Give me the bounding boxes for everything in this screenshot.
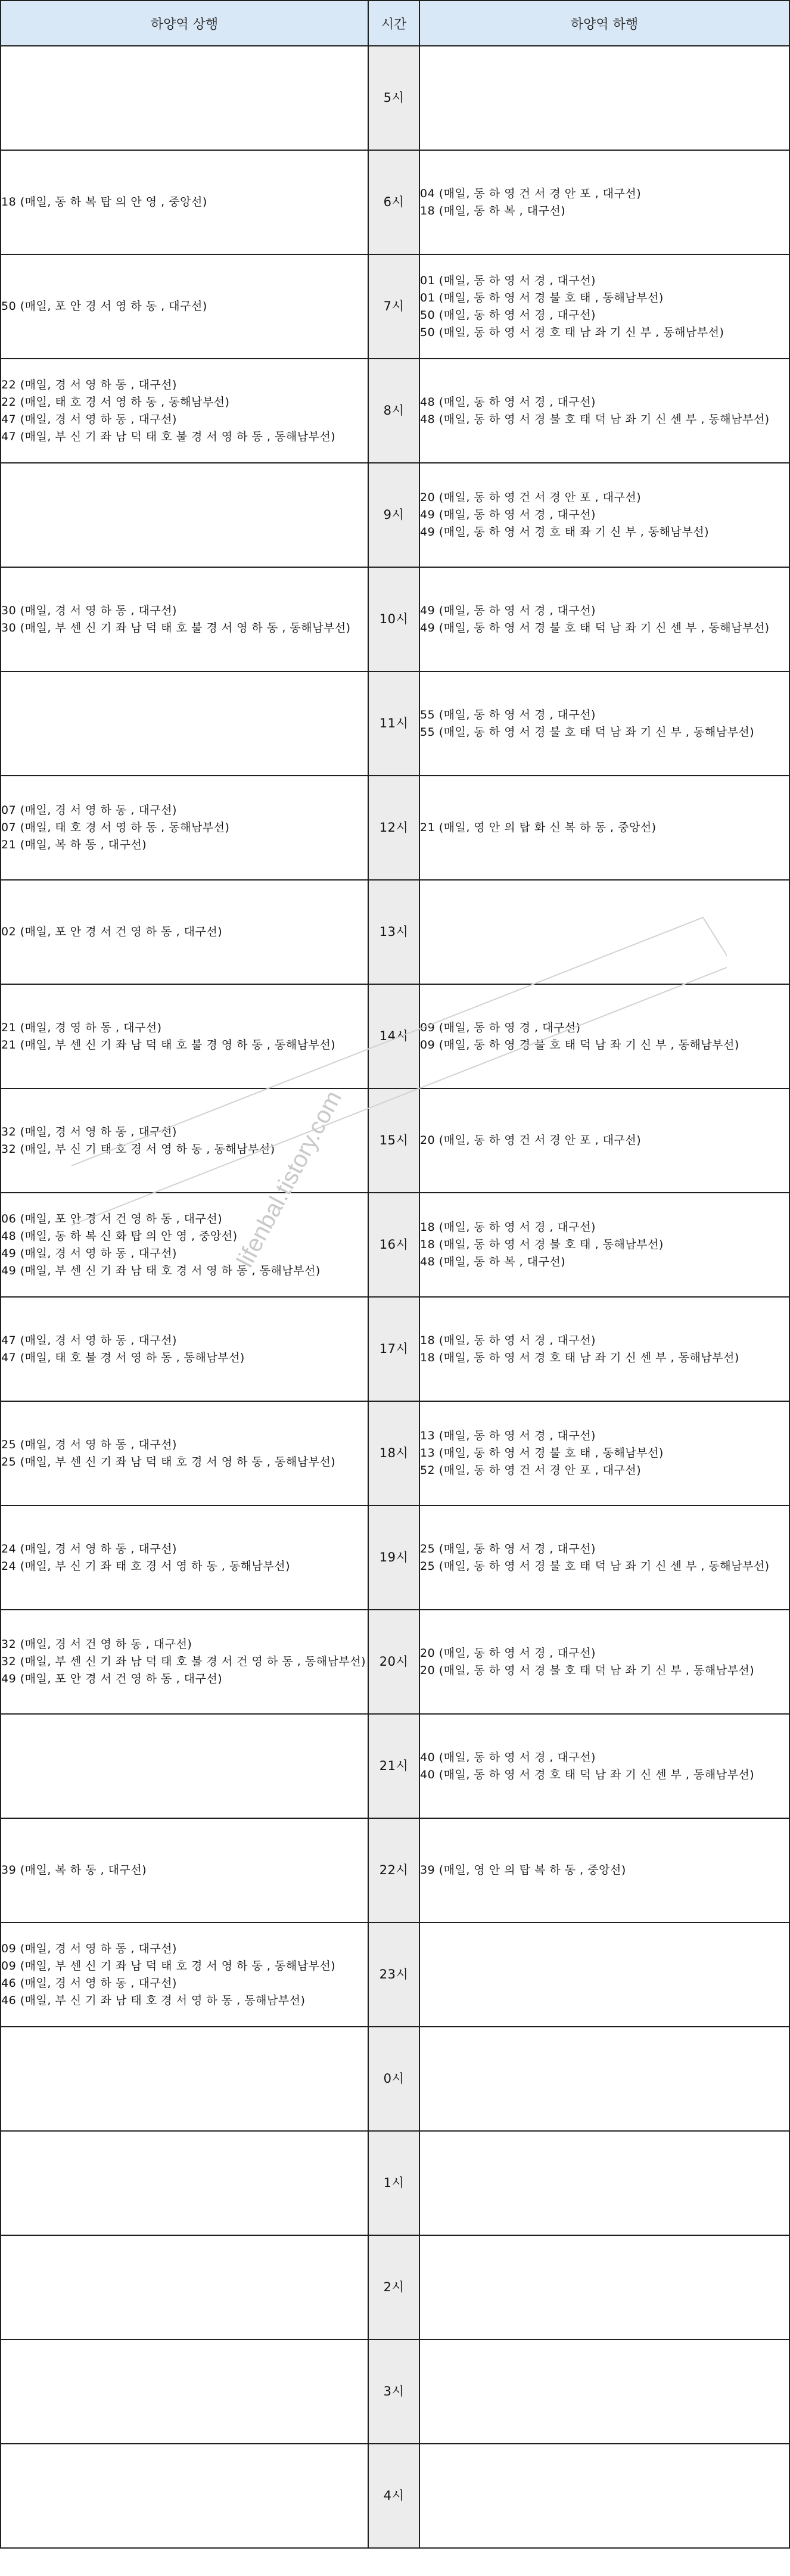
hour-cell: 20시 <box>368 1610 419 1714</box>
timetable-row <box>1 2131 789 2235</box>
timetable-row <box>1 254 789 359</box>
train-entry: 20 (매일, 동 하 영 건 서 경 안 포 , 대구선) <box>420 1134 642 1147</box>
upward-cell <box>1 1714 368 1818</box>
downward-cell <box>419 2235 789 2339</box>
train-entry: 32 (매일, 부 신 기 태 호 경 서 영 하 동 , 동해남부선) <box>1 1142 275 1156</box>
downward-cell <box>419 1297 789 1401</box>
watermark-text: lifenbal.tistory.com <box>232 1086 347 1272</box>
train-entry: 39 (매일, 영 안 의 탑 복 하 동 , 중앙선) <box>420 1863 626 1877</box>
train-entry: 46 (매일, 경 서 영 하 동 , 대구선) <box>1 1976 177 1990</box>
train-entry: 32 (매일, 경 서 건 영 하 동 , 대구선) <box>1 1638 192 1651</box>
train-entry: 49 (매일, 포 안 경 서 건 영 하 동 , 대구선) <box>1 1672 223 1685</box>
train-entry: 40 (매일, 동 하 영 서 경 , 대구선) <box>420 1750 596 1764</box>
downward-cell <box>419 46 789 150</box>
train-entry: 50 (매일, 동 하 영 서 경 , 대구선) <box>420 308 596 322</box>
train-entry: 20 (매일, 동 하 영 서 경 불 호 태 덕 남 좌 기 신 부 , 동해남부선) <box>420 1663 755 1677</box>
train-entry: 47 (매일, 경 서 영 하 동 , 대구선) <box>1 412 177 426</box>
train-entry: 47 (매일, 부 신 기 좌 남 덕 태 호 불 경 서 영 하 동 , 동해남부선) <box>1 430 336 443</box>
downward-cell <box>419 567 789 671</box>
upward-cell <box>1 2235 368 2339</box>
train-entry: 25 (매일, 동 하 영 서 경 불 호 태 덕 남 좌 기 신 센 부 , 동해남부선) <box>420 1559 770 1573</box>
train-entry: 24 (매일, 경 서 영 하 동 , 대구선) <box>1 1542 177 1555</box>
downward-cell <box>419 359 789 463</box>
timetable-row <box>1 1714 789 1818</box>
upward-cell <box>1 359 368 463</box>
downward-cell <box>419 2131 789 2235</box>
downward-cell <box>419 1818 789 1922</box>
hour-cell: 5시 <box>368 46 419 150</box>
upward-cell <box>1 1193 368 1297</box>
upward-cell <box>1 776 368 880</box>
train-entry: 20 (매일, 동 하 영 건 서 경 안 포 , 대구선) <box>420 491 642 504</box>
downward-cell <box>419 463 789 567</box>
downward-cell <box>419 254 789 359</box>
downward-cell <box>419 1401 789 1505</box>
downward-cell <box>419 1505 789 1610</box>
train-entry: 47 (매일, 태 호 불 경 서 영 하 동 , 동해남부선) <box>1 1351 245 1364</box>
downward-cell <box>419 1922 789 2027</box>
train-entry: 04 (매일, 동 하 영 건 서 경 안 포 , 대구선) <box>420 186 642 200</box>
hour-cell: 17시 <box>368 1297 419 1401</box>
hour-cell: 0시 <box>368 2027 419 2131</box>
train-entry: 07 (매일, 경 서 영 하 동 , 대구선) <box>1 804 177 817</box>
train-entry: 18 (매일, 동 하 영 서 경 , 대구선) <box>420 1221 596 1234</box>
train-entry: 48 (매일, 동 하 영 서 경 , 대구선) <box>420 395 596 409</box>
train-entry: 48 (매일, 동 하 복 신 화 탑 의 안 영 , 중앙선) <box>1 1229 238 1243</box>
timetable-row <box>1 2235 789 2339</box>
upward-cell <box>1 2131 368 2235</box>
train-entry: 25 (매일, 동 하 영 서 경 , 대구선) <box>420 1542 596 1555</box>
upward-cell <box>1 1401 368 1505</box>
train-entry: 30 (매일, 부 센 신 기 좌 남 덕 태 호 불 경 서 영 하 동 , 동해남부선) <box>1 621 351 634</box>
downward-cell <box>419 984 789 1088</box>
train-entry: 18 (매일, 동 하 영 서 경 호 태 남 좌 기 신 센 부 , 동해남부선) <box>420 1351 739 1364</box>
upward-cell <box>1 2027 368 2131</box>
downward-cell <box>419 880 789 984</box>
upward-cell <box>1 1505 368 1610</box>
upward-cell <box>1 463 368 567</box>
hour-cell: 12시 <box>368 776 419 880</box>
upward-cell <box>1 150 368 254</box>
upward-cell <box>1 1818 368 1922</box>
train-entry: 49 (매일, 경 서 영 하 동 , 대구선) <box>1 1246 177 1260</box>
upward-cell <box>1 880 368 984</box>
train-entry: 20 (매일, 동 하 영 서 경 , 대구선) <box>420 1646 596 1660</box>
downward-cell <box>419 671 789 776</box>
hour-cell: 8시 <box>368 359 419 463</box>
upward-cell <box>1 1088 368 1193</box>
train-entry: 49 (매일, 동 하 영 서 경 호 태 좌 기 신 부 , 동해남부선) <box>420 525 710 539</box>
train-entry: 46 (매일, 부 신 기 좌 남 태 호 경 서 영 하 동 , 동해남부선) <box>1 1993 306 2007</box>
timetable-row <box>1 567 789 671</box>
timetable-row <box>1 359 789 463</box>
hour-cell: 10시 <box>368 567 419 671</box>
train-entry: 01 (매일, 동 하 영 서 경 불 호 태 , 동해남부선) <box>420 291 664 304</box>
train-entry: 18 (매일, 동 하 영 서 경 , 대구선) <box>420 1333 596 1347</box>
train-entry: 21 (매일, 부 센 신 기 좌 남 덕 태 호 불 경 영 하 동 , 동해남부선) <box>1 1038 336 1051</box>
downward-cell <box>419 1610 789 1714</box>
upward-cell <box>1 254 368 359</box>
timetable-row <box>1 1610 789 1714</box>
train-entry: 22 (매일, 경 서 영 하 동 , 대구선) <box>1 378 177 391</box>
upward-cell <box>1 1922 368 2027</box>
hour-cell: 21시 <box>368 1714 419 1818</box>
timetable-row <box>1 2027 789 2131</box>
timetable-row <box>1 880 789 984</box>
hour-cell: 3시 <box>368 2339 419 2444</box>
train-entry: 55 (매일, 동 하 영 서 경 불 호 태 덕 남 좌 기 신 부 , 동해남부선) <box>420 725 755 739</box>
hour-cell: 13시 <box>368 880 419 984</box>
downward-cell <box>419 2339 789 2444</box>
hour-cell: 2시 <box>368 2235 419 2339</box>
hour-cell: 7시 <box>368 254 419 359</box>
upward-cell <box>1 984 368 1088</box>
train-entry: 02 (매일, 포 안 경 서 건 영 하 동 , 대구선) <box>1 925 223 938</box>
timetable-row <box>1 2444 789 2548</box>
hour-cell: 6시 <box>368 150 419 254</box>
header-downward: 하양역 하행 <box>419 1 789 46</box>
train-entry: 32 (매일, 부 센 신 기 좌 남 덕 태 호 불 경 서 건 영 하 동 , 동해남부선) <box>1 1655 366 1668</box>
train-entry: 55 (매일, 동 하 영 서 경 , 대구선) <box>420 708 596 721</box>
upward-cell <box>1 2444 368 2548</box>
timetable-row <box>1 671 789 776</box>
timetable-row <box>1 984 789 1088</box>
train-entry: 50 (매일, 동 하 영 서 경 호 태 남 좌 기 신 부 , 동해남부선) <box>420 325 724 339</box>
hour-cell: 16시 <box>368 1193 419 1297</box>
train-entry: 52 (매일, 동 하 영 건 서 경 안 포 , 대구선) <box>420 1464 642 1477</box>
upward-cell <box>1 671 368 776</box>
timetable-body <box>1 46 789 2548</box>
train-entry: 18 (매일, 동 하 복 , 대구선) <box>420 204 566 217</box>
downward-cell <box>419 1714 789 1818</box>
hour-cell: 4시 <box>368 2444 419 2548</box>
timetable-row <box>1 776 789 880</box>
hour-cell: 19시 <box>368 1505 419 1610</box>
downward-cell <box>419 2027 789 2131</box>
train-entry: 13 (매일, 동 하 영 서 경 , 대구선) <box>420 1429 596 1442</box>
timetable-row <box>1 1922 789 2027</box>
hour-cell: 22시 <box>368 1818 419 1922</box>
train-entry: 49 (매일, 동 하 영 서 경 , 대구선) <box>420 603 596 617</box>
train-entry: 49 (매일, 동 하 영 서 경 불 호 태 덕 남 좌 기 신 센 부 , 동해남부선) <box>420 621 770 634</box>
upward-cell <box>1 1297 368 1401</box>
downward-cell <box>419 1088 789 1193</box>
train-entry: 09 (매일, 동 하 영 경 , 대구선) <box>420 1021 581 1034</box>
train-entry: 48 (매일, 동 하 영 서 경 불 호 태 덕 남 좌 기 신 센 부 , 동해남부선) <box>420 412 770 426</box>
downward-cell <box>419 1193 789 1297</box>
train-entry: 06 (매일, 포 안 경 서 건 영 하 동 , 대구선) <box>1 1212 223 1225</box>
downward-cell <box>419 2444 789 2548</box>
train-entry: 24 (매일, 부 신 기 좌 태 호 경 서 영 하 동 , 동해남부선) <box>1 1559 291 1573</box>
hour-cell: 9시 <box>368 463 419 567</box>
train-entry: 48 (매일, 동 하 복 , 대구선) <box>420 1255 566 1268</box>
train-entry: 30 (매일, 경 서 영 하 동 , 대구선) <box>1 603 177 617</box>
train-entry: 18 (매일, 동 하 복 탑 의 안 영 , 중앙선) <box>1 195 207 209</box>
timetable-row <box>1 1818 789 1922</box>
train-entry: 13 (매일, 동 하 영 서 경 불 호 태 , 동해남부선) <box>420 1446 664 1460</box>
train-entry: 21 (매일, 영 안 의 탑 화 신 복 하 동 , 중앙선) <box>420 821 657 834</box>
train-entry: 25 (매일, 경 서 영 하 동 , 대구선) <box>1 1438 177 1451</box>
train-entry: 22 (매일, 태 호 경 서 영 하 동 , 동해남부선) <box>1 395 230 409</box>
timetable-row <box>1 1297 789 1401</box>
timetable-row <box>1 2339 789 2444</box>
train-entry: 09 (매일, 동 하 영 경 불 호 태 덕 남 좌 기 신 부 , 동해남부선) <box>420 1038 739 1051</box>
train-entry: 32 (매일, 경 서 영 하 동 , 대구선) <box>1 1125 177 1138</box>
timetable-row <box>1 1193 789 1297</box>
hour-cell: 23시 <box>368 1922 419 2027</box>
train-entry: 07 (매일, 태 호 경 서 영 하 동 , 동해남부선) <box>1 821 230 834</box>
train-entry: 47 (매일, 경 서 영 하 동 , 대구선) <box>1 1333 177 1347</box>
train-entry: 49 (매일, 부 센 신 기 좌 남 태 호 경 서 영 하 동 , 동해남부선) <box>1 1264 321 1277</box>
train-entry: 50 (매일, 포 안 경 서 영 하 동 , 대구선) <box>1 300 207 313</box>
hour-cell: 1시 <box>368 2131 419 2235</box>
train-entry: 21 (매일, 경 영 하 동 , 대구선) <box>1 1021 162 1034</box>
timetable-row <box>1 1401 789 1505</box>
header-row <box>1 1 789 46</box>
header-upward: 하양역 상행 <box>1 1 368 46</box>
upward-cell <box>1 46 368 150</box>
timetable-row <box>1 1505 789 1610</box>
timetable-row <box>1 46 789 150</box>
hour-cell: 18시 <box>368 1401 419 1505</box>
header-time: 시간 <box>368 1 419 46</box>
hour-cell: 15시 <box>368 1088 419 1193</box>
train-entry: 18 (매일, 동 하 영 서 경 불 호 태 , 동해남부선) <box>420 1238 664 1251</box>
upward-cell <box>1 2339 368 2444</box>
train-entry: 25 (매일, 부 센 신 기 좌 남 덕 태 호 경 서 영 하 동 , 동해남부선) <box>1 1455 336 1469</box>
train-entry: 39 (매일, 복 하 동 , 대구선) <box>1 1863 147 1877</box>
timetable-row <box>1 463 789 567</box>
upward-cell <box>1 1610 368 1714</box>
train-entry: 09 (매일, 경 서 영 하 동 , 대구선) <box>1 1942 177 1955</box>
hour-cell: 14시 <box>368 984 419 1088</box>
timetable-row <box>1 150 789 254</box>
train-entry: 49 (매일, 동 하 영 서 경 , 대구선) <box>420 508 596 521</box>
train-entry: 21 (매일, 복 하 동 , 대구선) <box>1 838 147 851</box>
timetable-row <box>1 1088 789 1193</box>
train-entry: 09 (매일, 부 센 신 기 좌 남 덕 태 호 경 서 영 하 동 , 동해남부선) <box>1 1959 336 1973</box>
downward-cell <box>419 150 789 254</box>
train-entry: 01 (매일, 동 하 영 서 경 , 대구선) <box>420 273 596 287</box>
hour-cell: 11시 <box>368 671 419 776</box>
train-entry: 40 (매일, 동 하 영 서 경 호 태 덕 남 좌 기 신 센 부 , 동해남부선) <box>420 1768 755 1781</box>
upward-cell <box>1 567 368 671</box>
downward-cell <box>419 776 789 880</box>
